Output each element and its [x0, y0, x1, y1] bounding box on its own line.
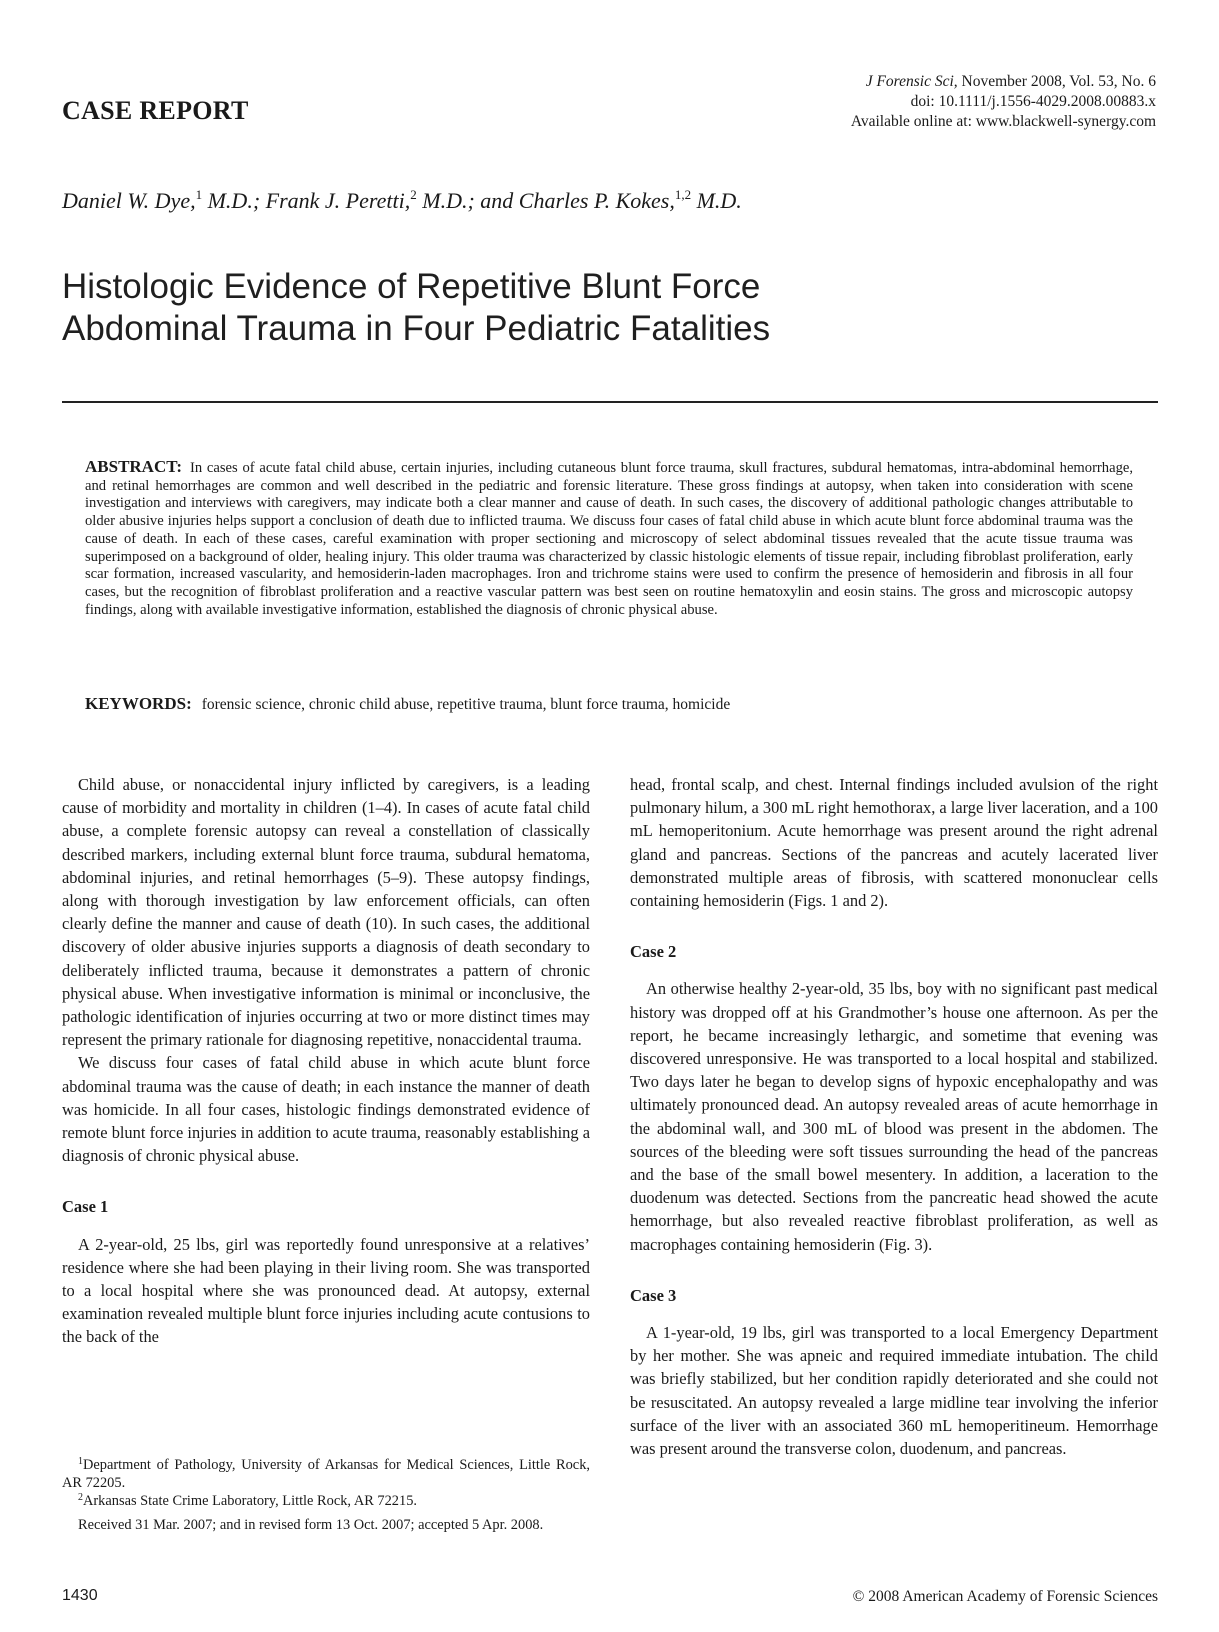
- body-paragraph: A 1-year-old, 19 lbs, girl was transported to a local Emergency Department by her mother. She was apneic and required immediate intubation. The child was briefly stabilized, but her condition rapidly deteriorated and she could not be resuscitated. An autopsy revealed a large midline tear involving the inferior surface of the liver with an associated 360 mL hemoperitineum. Hemorrhage was present around the transverse colon, duodenum, and pancreas.: [630, 1323, 1158, 1459]
- footnote-affiliation-1: [62, 1456, 590, 1492]
- journal-name: J Forensic Sci,: [865, 73, 958, 90]
- page-number: 1430: [62, 1587, 98, 1604]
- section-type-label: CASE REPORT: [62, 96, 249, 125]
- footnote-mark: 2: [78, 1492, 83, 1503]
- title-line: Abdominal Trauma in Four Pediatric Fatalities: [62, 309, 771, 348]
- footnote-affiliation-2: [62, 1492, 590, 1510]
- article-title: [62, 266, 1062, 350]
- keywords: [85, 694, 1133, 714]
- author-affiliation-mark: 1: [195, 187, 203, 202]
- keywords-label: KEYWORDS:: [85, 694, 192, 713]
- title-line: Histologic Evidence of Repetitive Blunt Force: [62, 267, 761, 306]
- footnotes: [62, 1456, 590, 1534]
- footnote-text: Department of Pathology, University of Arkansas for Medical Sciences, Little Rock, AR 72205.: [62, 1457, 590, 1491]
- abstract-text: In cases of acute fatal child abuse, certain injuries, including cutaneous blunt force trauma, skull fractures, subdural hematomas, intra-abdominal hemorrhage, and retinal hemorrhages are common and well described in the pediatric and forensic literature. These gross findings at autopsy, when taken into consideration with scene investigation and interviews with caregivers, may indicate both a clear manner and cause of death. In such cases, the discovery of additional pathologic changes attributable to older abusive injuries helps support a conclusion of death due to inflicted trauma. We discuss four cases of fatal child abuse in which acute blunt force abdominal trauma was the cause of death. In each of these cases, careful examination with proper sectioning and microscopy of select abdominal tissues revealed that the acute tissue trauma was superimposed on a background of older, healing injury. This older trauma was characterized by classic histologic elements of tissue repair, including fibroblast proliferation, early scar formation, increased vascularity, and hemosiderin-laden macrophages. Iron and trichrome stains were used to confirm the presence of hemosiderin and fibrosis in all four cases, but the recognition of fibroblast proliferation and a reactive vascular pattern was best seen on routine hematoxylin and eosin stains. The gross and microscopic autopsy findings, along with available investigative information, established the diagnosis of chronic physical abuse.: [85, 460, 1133, 618]
- section-heading-case-1: Case 1: [62, 1197, 109, 1217]
- title-divider: [62, 401, 1158, 403]
- author-name: Charles P. Kokes,: [518, 188, 675, 213]
- author-suffix: M.D.; and: [416, 188, 519, 213]
- author-list: [62, 188, 742, 214]
- body-paragraph: Child abuse, or nonaccidental injury inflicted by caregivers, is a leading cause of morbidity and mortality in children (1–4). In cases of acute fatal child abuse, a complete forensic autopsy can reveal a constellation of classically described markers, including external blunt force trauma, subdural hematoma, abdominal injuries, and retinal hemorrhages (5–9). These autopsy findings, along with thorough investigation by law enforcement officials, can often clearly define the manner and cause of death (10). In such cases, the additional discovery of older abusive injuries supports a diagnosis of death secondary to deliberately inflicted trauma, because it demonstrates a pattern of chronic physical abuse. When investigative information is minimal or inconclusive, the pathologic identification of injuries occurring at two or more distinct times may represent the primary rationale for diagnosing repetitive, nonaccidental trauma.: [62, 775, 590, 1050]
- copyright-notice: © 2008 American Academy of Forensic Sciences: [852, 1588, 1158, 1605]
- abstract-label: ABSTRACT:: [85, 457, 182, 476]
- footnote-mark: 1: [78, 1456, 83, 1467]
- body-paragraph: head, frontal scalp, and chest. Internal findings included avulsion of the right pulmonary hilum, a 300 mL right hemothorax, a large liver laceration, and a 100 mL hemoperitonium. Acute hemorrhage was present around the right adrenal gland and pancreas. Sections of the pancreas and acutely lacerated liver demonstrated multiple areas of fibrosis, with scattered mononuclear cells containing hemosiderin (Figs. 1 and 2).: [630, 775, 1158, 911]
- journal-issue-line: [851, 72, 1156, 92]
- author-affiliation-mark: 2: [410, 187, 417, 202]
- author-suffix: M.D.: [691, 188, 742, 213]
- received-dates: Received 31 Mar. 2007; and in revised form 13 Oct. 2007; accepted 5 Apr. 2008.: [78, 1517, 544, 1533]
- author-affiliation-mark: 1,2: [674, 187, 692, 202]
- keywords-text: forensic science, chronic child abuse, repetitive trauma, blunt force trauma, homicide: [201, 696, 731, 713]
- journal-issue: November 2008, Vol. 53, No. 6: [957, 73, 1156, 90]
- footnote-text: Arkansas State Crime Laboratory, Little Rock, AR 72215.: [83, 1493, 417, 1509]
- body-column-right: [630, 773, 1158, 1460]
- author-name: Frank J. Peretti,: [265, 188, 411, 213]
- body-column-left: [62, 773, 590, 1349]
- body-paragraph: An otherwise healthy 2-year-old, 35 lbs, boy with no significant past medical history was dropped off at his Grandmother’s house one afternoon. As per the report, he became increasingly lethargic, and sometime that evening was discovered unresponsive. He was transported to a local hospital and stabilized. Two days later he began to develop signs of hypoxic encephalopathy and was ultimately pronounced dead. An autopsy revealed areas of acute hemorrhage in the abdominal wall, and 300 mL of blood was present in the abdomen. The sources of the bleeding were soft tissues surrounding the head of the pancreas and the base of the small bowel mesentery. In addition, a laceration to the duodenum was detected. Sections from the pancreatic head showed the acute hemorrhage, but also revealed reactive fibroblast proliferation, as well as macrophages containing hemosiderin (Fig. 3).: [630, 979, 1158, 1254]
- availability-line: Available online at: www.blackwell-synergy.com: [850, 113, 1156, 130]
- section-heading-case-2: Case 2: [630, 942, 677, 962]
- journal-citation: [851, 72, 1156, 132]
- author-name: Daniel W. Dye,: [62, 188, 196, 213]
- author-suffix: M.D.;: [202, 188, 266, 213]
- section-heading-case-3: Case 3: [630, 1285, 677, 1305]
- abstract: [85, 458, 1133, 619]
- body-paragraph: A 2-year-old, 25 lbs, girl was reportedly found unresponsive at a relatives’ residence where she had been playing in their living room. She was transported to a local hospital where she was pronounced dead. At autopsy, external examination revealed multiple blunt force injuries including acute contusions to the back of the: [62, 1234, 590, 1347]
- body-paragraph: We discuss four cases of fatal child abuse in which acute blunt force abdominal trauma was the cause of death; in each instance the manner of death was homicide. In all four cases, histologic findings demonstrated evidence of remote blunt force injuries in addition to acute trauma, reasonably establishing a diagnosis of chronic physical abuse.: [62, 1053, 590, 1166]
- doi-line: doi: 10.1111/j.1556-4029.2008.00883.x: [910, 93, 1156, 110]
